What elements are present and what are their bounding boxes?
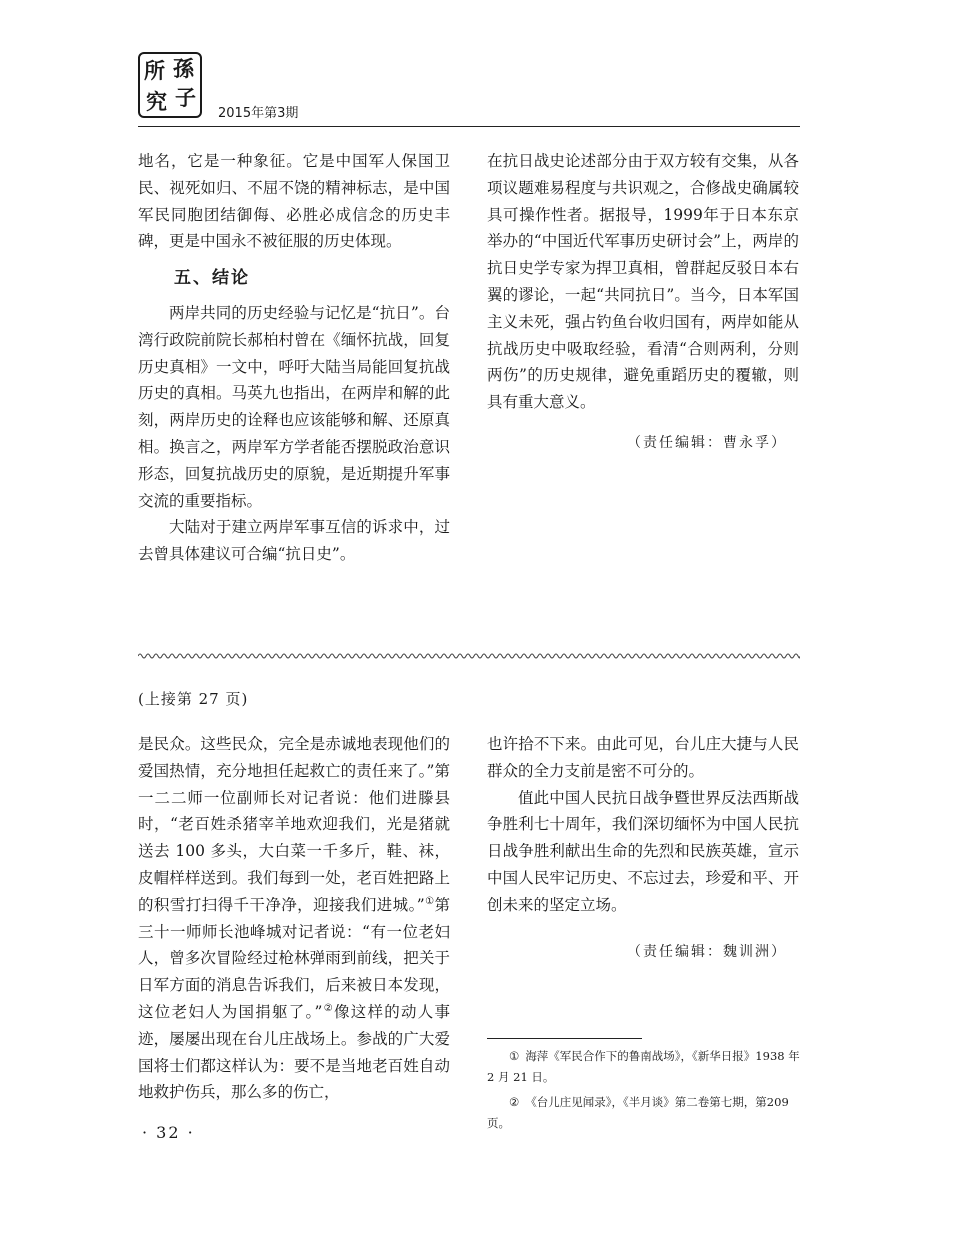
section-heading: 五、结论 [174, 268, 250, 289]
logo-char: 究 [146, 89, 167, 114]
journal-logo [138, 52, 202, 118]
footnote [487, 1092, 802, 1134]
lower-left-column [138, 731, 450, 1106]
text-run: 像这样的动人事迹，屡屡出现在台儿庄战场上。参战的广大爱国将士们都这样认为：要不是当地老百姓自动地救护伤兵，那么多的伤亡， [138, 1002, 450, 1102]
footnote-marker[interactable]: ① [424, 895, 435, 907]
section-divider [138, 652, 800, 660]
paragraph: 两岸共同的历史经验与记忆是“抗日”。台湾行政院前院长郝柏村曾在《缅怀抗战，回复历史真相》一文中，呼吁大陆当局能回复抗战历史的真相。马英九也指出，在两岸和解的此刻，两岸历史的诠释也应该能够和解、还原真相。换言之，两岸军方学者能否摆脱政治意识形态，回复抗战历史的原貌，是近期提升军事交流的重要指标。 [138, 303, 450, 510]
editor-credit: （责任编辑：魏训洲） [627, 943, 787, 960]
logo-char: 所 [144, 58, 165, 83]
footnote-number: ① [509, 1049, 520, 1063]
paragraph: 地名，它是一种象征。它是中国军人保国卫民、视死如归、不屈不饶的精神标志，是中国军民同胞团结御侮、必胜必成信念的历史丰碑，更是中国永不被征服的历史体现。 [138, 152, 450, 251]
issue-label: 2015年第3期 [218, 106, 299, 121]
footnote-rule [487, 1038, 642, 1039]
paragraph: 在抗日战史论述部分由于双方较有交集，从各项议题难易程度与共识观之，合修战史确属较具可操作性者。据报导，1999年于日本东京举办的“中国近代军事历史研讨会”上，两岸的抗日史学专家为捍卫真相，曾群起反驳日本右翼的谬论，一起“共同抗日”。当今，日本军国主义未死，强占钓鱼台收归国有，两岸如能从抗战历史中吸取经验，看清“合则两利，分则两伤”的历史规律，避免重蹈历史的覆辙，则具有重大意义。 [487, 152, 799, 412]
logo-char: 孫 [173, 56, 194, 81]
footnote-text: 《台儿庄见闻录》，《半月谈》第二卷第七期，第209页。 [487, 1095, 789, 1130]
continued-from-label: (上接第 27 页) [138, 690, 249, 708]
paragraph: 大陆对于建立两岸军事互信的诉求中，过去曾具体建议可合编“抗日史”。 [138, 518, 450, 564]
footnote-marker[interactable]: ② [322, 1002, 334, 1014]
upper-right-column [487, 148, 799, 457]
upper-left-column [138, 148, 450, 568]
text-run: 第三十一师师长池峰城对记者说：“有一位老妇人，曾多次冒险经过枪林弹雨到前线，把关于日军方面的消息告诉我们，后来被日本发现，这位老妇人为国捐躯了。” [138, 895, 450, 1021]
footnote [487, 1046, 802, 1088]
editor-credit: （责任编辑：曹永孚） [627, 434, 787, 451]
text-run: 是民众。这些民众，完全是赤诚地表现他们的爱国热情，充分地担任起救亡的责任来了。”第一二二师一位副师长对记者说：他们进滕县时，“老百姓杀猪宰羊地欢迎我们，光是猪就送去 100 多头，大白菜一千多斤，鞋、袜，皮帽样样送到。我们每到一处，老百姓把路上的积雪打扫得千干净净，迎接我们进城。” [138, 735, 450, 914]
paragraph: 也许拾不下来。由此可见，台儿庄大捷与人民群众的全力支前是密不可分的。 [487, 735, 799, 780]
header-rule [138, 126, 800, 127]
footnote-text: 海萍《军民合作下的鲁南战场》，《新华日报》1938 年 2 月 21 日。 [487, 1049, 800, 1084]
footnotes [487, 1046, 802, 1138]
paragraph [138, 731, 450, 1106]
logo-char: 子 [175, 85, 196, 110]
page-number: · 32 · [142, 1123, 195, 1142]
footnote-number: ② [509, 1095, 520, 1109]
paragraph: 值此中国人民抗日战争暨世界反法西斯战争胜利七十周年，我们深切缅怀为中国人民抗日战争胜利献出生命的先烈和民族英雄，宣示中国人民牢记历史、不忘过去，珍爱和平、开创未来的坚定立场。 [487, 788, 799, 914]
lower-right-column [487, 731, 799, 965]
